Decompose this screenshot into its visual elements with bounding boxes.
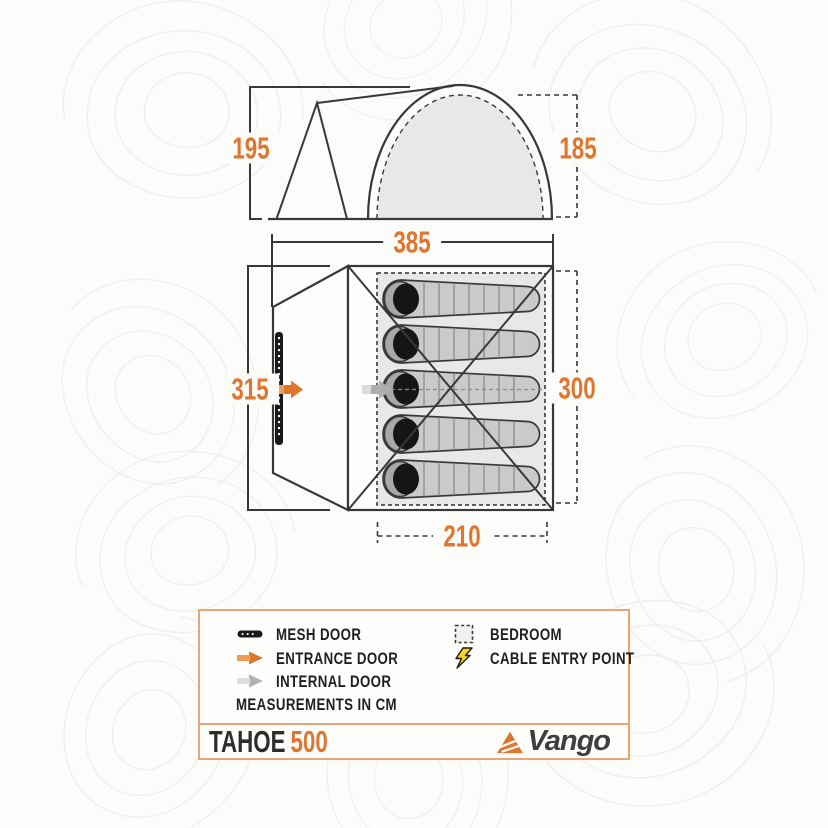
model-text: TAHOE (209, 724, 286, 759)
mesh-door-icon (236, 629, 264, 639)
legend-item-entrance-door (236, 648, 433, 668)
dimension-label-total-depth: 315 (221, 374, 279, 405)
vango-triangle-icon (495, 729, 525, 755)
sleeping-bag-2 (383, 325, 540, 363)
model-name (209, 726, 374, 757)
dimension-label-total-width: 385 (383, 227, 441, 258)
legend-item-mesh-door (236, 624, 385, 644)
porch-triangle (277, 103, 348, 219)
dimension-label-bedroom-width: 210 (433, 521, 491, 552)
bedroom-icon (450, 624, 478, 644)
dimension-label-bedroom-depth: 300 (548, 373, 606, 404)
ridge-line (317, 86, 453, 103)
legend-item-internal-door (236, 671, 424, 691)
dimension-label-height-rear: 185 (549, 133, 607, 164)
sleeping-bag-1 (383, 280, 540, 318)
sleeping-bag-4 (383, 415, 540, 453)
dimension-label-height-front: 195 (222, 133, 280, 164)
legend (200, 611, 635, 723)
legend-label: MESH DOOR (276, 624, 362, 644)
title-bar (200, 723, 628, 758)
measurements-note: MEASUREMENTS IN CM (236, 695, 397, 714)
brand-wordmark: Vango (527, 725, 610, 757)
cable-entry-icon (450, 647, 478, 669)
legend-item-bedroom (450, 624, 582, 644)
legend-item-cable-entry (450, 648, 675, 668)
floor-plan (248, 266, 577, 543)
brand-logo (495, 727, 610, 756)
legend-label: INTERNAL DOOR (276, 671, 392, 691)
internal-door-icon (236, 673, 264, 689)
model-number: 500 (290, 724, 328, 759)
legend-label: BEDROOM (490, 624, 562, 644)
legend-label: CABLE ENTRY POINT (490, 648, 635, 668)
legend-label: ENTRANCE DOOR (276, 648, 399, 668)
legend-panel (198, 609, 635, 760)
entrance-door-icon (236, 650, 264, 666)
